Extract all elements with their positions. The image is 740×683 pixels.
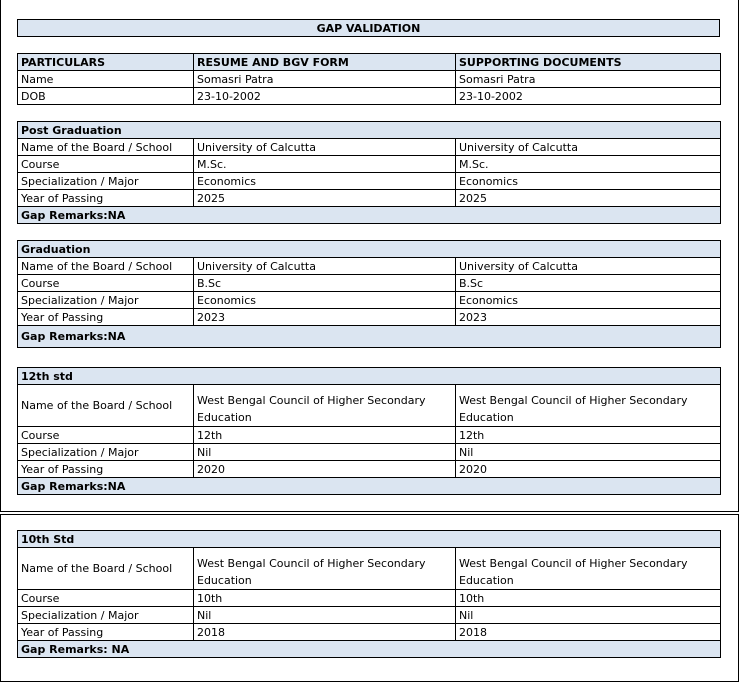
table-row [18, 173, 721, 190]
particulars-table [17, 53, 721, 105]
table-row [18, 71, 721, 88]
supporting-value: University of Calcutta [456, 258, 721, 275]
resume-value: West Bengal Council of Higher Secondary Education [194, 548, 456, 590]
row-label: Name of the Board / School [18, 139, 194, 156]
resume-value: Somasri Patra [194, 71, 456, 88]
supporting-value: West Bengal Council of Higher Secondary Education [456, 548, 721, 590]
supporting-value: Economics [456, 173, 721, 190]
row-label: Year of Passing [18, 624, 194, 641]
row-label: Name of the Board / School [18, 385, 194, 427]
row-label: Course [18, 275, 194, 292]
row-label: Name [18, 71, 194, 88]
row-label: Specialization / Major [18, 292, 194, 309]
resume-value: Economics [194, 173, 456, 190]
row-label: Course [18, 156, 194, 173]
row-label: Year of Passing [18, 309, 194, 326]
supporting-value: B.Sc [456, 275, 721, 292]
row-label: Year of Passing [18, 461, 194, 478]
resume-value: West Bengal Council of Higher Secondary Education [194, 385, 456, 427]
supporting-value: 12th [456, 427, 721, 444]
supporting-value: 2025 [456, 190, 721, 207]
supporting-value: 23-10-2002 [456, 88, 721, 105]
post-graduation-table [17, 121, 721, 224]
resume-value: 2018 [194, 624, 456, 641]
section-heading: Post Graduation [18, 122, 721, 139]
tenth-table [17, 530, 721, 658]
table-row [18, 156, 721, 173]
supporting-value: 10th [456, 590, 721, 607]
title-table [17, 19, 720, 37]
supporting-value: Nil [456, 607, 721, 624]
table-row [18, 258, 721, 275]
row-label: Specialization / Major [18, 173, 194, 190]
supporting-value: West Bengal Council of Higher Secondary Education [456, 385, 721, 427]
gap-remarks: Gap Remarks:NA [18, 207, 721, 224]
table-row [18, 461, 721, 478]
row-label: Specialization / Major [18, 444, 194, 461]
table-row [18, 427, 721, 444]
header-resume: RESUME AND BGV FORM [194, 54, 456, 71]
supporting-value: Somasri Patra [456, 71, 721, 88]
resume-value: 12th [194, 427, 456, 444]
row-label: Year of Passing [18, 190, 194, 207]
resume-value: Economics [194, 292, 456, 309]
section-heading: 10th Std [18, 531, 721, 548]
page-title: GAP VALIDATION [18, 20, 720, 37]
resume-value: 2020 [194, 461, 456, 478]
gap-remarks: Gap Remarks:NA [18, 478, 721, 495]
table-row [18, 624, 721, 641]
table-row [18, 444, 721, 461]
table-row [18, 309, 721, 326]
supporting-value: 2018 [456, 624, 721, 641]
supporting-value: Economics [456, 292, 721, 309]
header-supporting: SUPPORTING DOCUMENTS [456, 54, 721, 71]
supporting-value: 2023 [456, 309, 721, 326]
gap-remarks: Gap Remarks: NA [18, 641, 721, 658]
table-row [18, 139, 721, 156]
gap-remarks: Gap Remarks:NA [18, 326, 721, 348]
row-label: Specialization / Major [18, 607, 194, 624]
section-heading: Graduation [18, 241, 721, 258]
table-row [18, 385, 721, 427]
resume-value: University of Calcutta [194, 258, 456, 275]
table-row [18, 292, 721, 309]
table-row [18, 190, 721, 207]
row-label: DOB [18, 88, 194, 105]
resume-value: Nil [194, 607, 456, 624]
row-label: Course [18, 590, 194, 607]
graduation-table [17, 240, 721, 348]
supporting-value: Nil [456, 444, 721, 461]
resume-value: M.Sc. [194, 156, 456, 173]
table-row [18, 607, 721, 624]
row-label: Course [18, 427, 194, 444]
resume-value: 2025 [194, 190, 456, 207]
table-row [18, 88, 721, 105]
resume-value: 2023 [194, 309, 456, 326]
section-heading: 12th std [18, 368, 721, 385]
twelfth-table [17, 367, 721, 495]
resume-value: University of Calcutta [194, 139, 456, 156]
resume-value: Nil [194, 444, 456, 461]
supporting-value: University of Calcutta [456, 139, 721, 156]
resume-value: B.Sc [194, 275, 456, 292]
row-label: Name of the Board / School [18, 548, 194, 590]
resume-value: 23-10-2002 [194, 88, 456, 105]
table-row [18, 275, 721, 292]
supporting-value: 2020 [456, 461, 721, 478]
header-particulars: PARTICULARS [18, 54, 194, 71]
table-row [18, 590, 721, 607]
table-row [18, 548, 721, 590]
row-label: Name of the Board / School [18, 258, 194, 275]
supporting-value: M.Sc. [456, 156, 721, 173]
resume-value: 10th [194, 590, 456, 607]
